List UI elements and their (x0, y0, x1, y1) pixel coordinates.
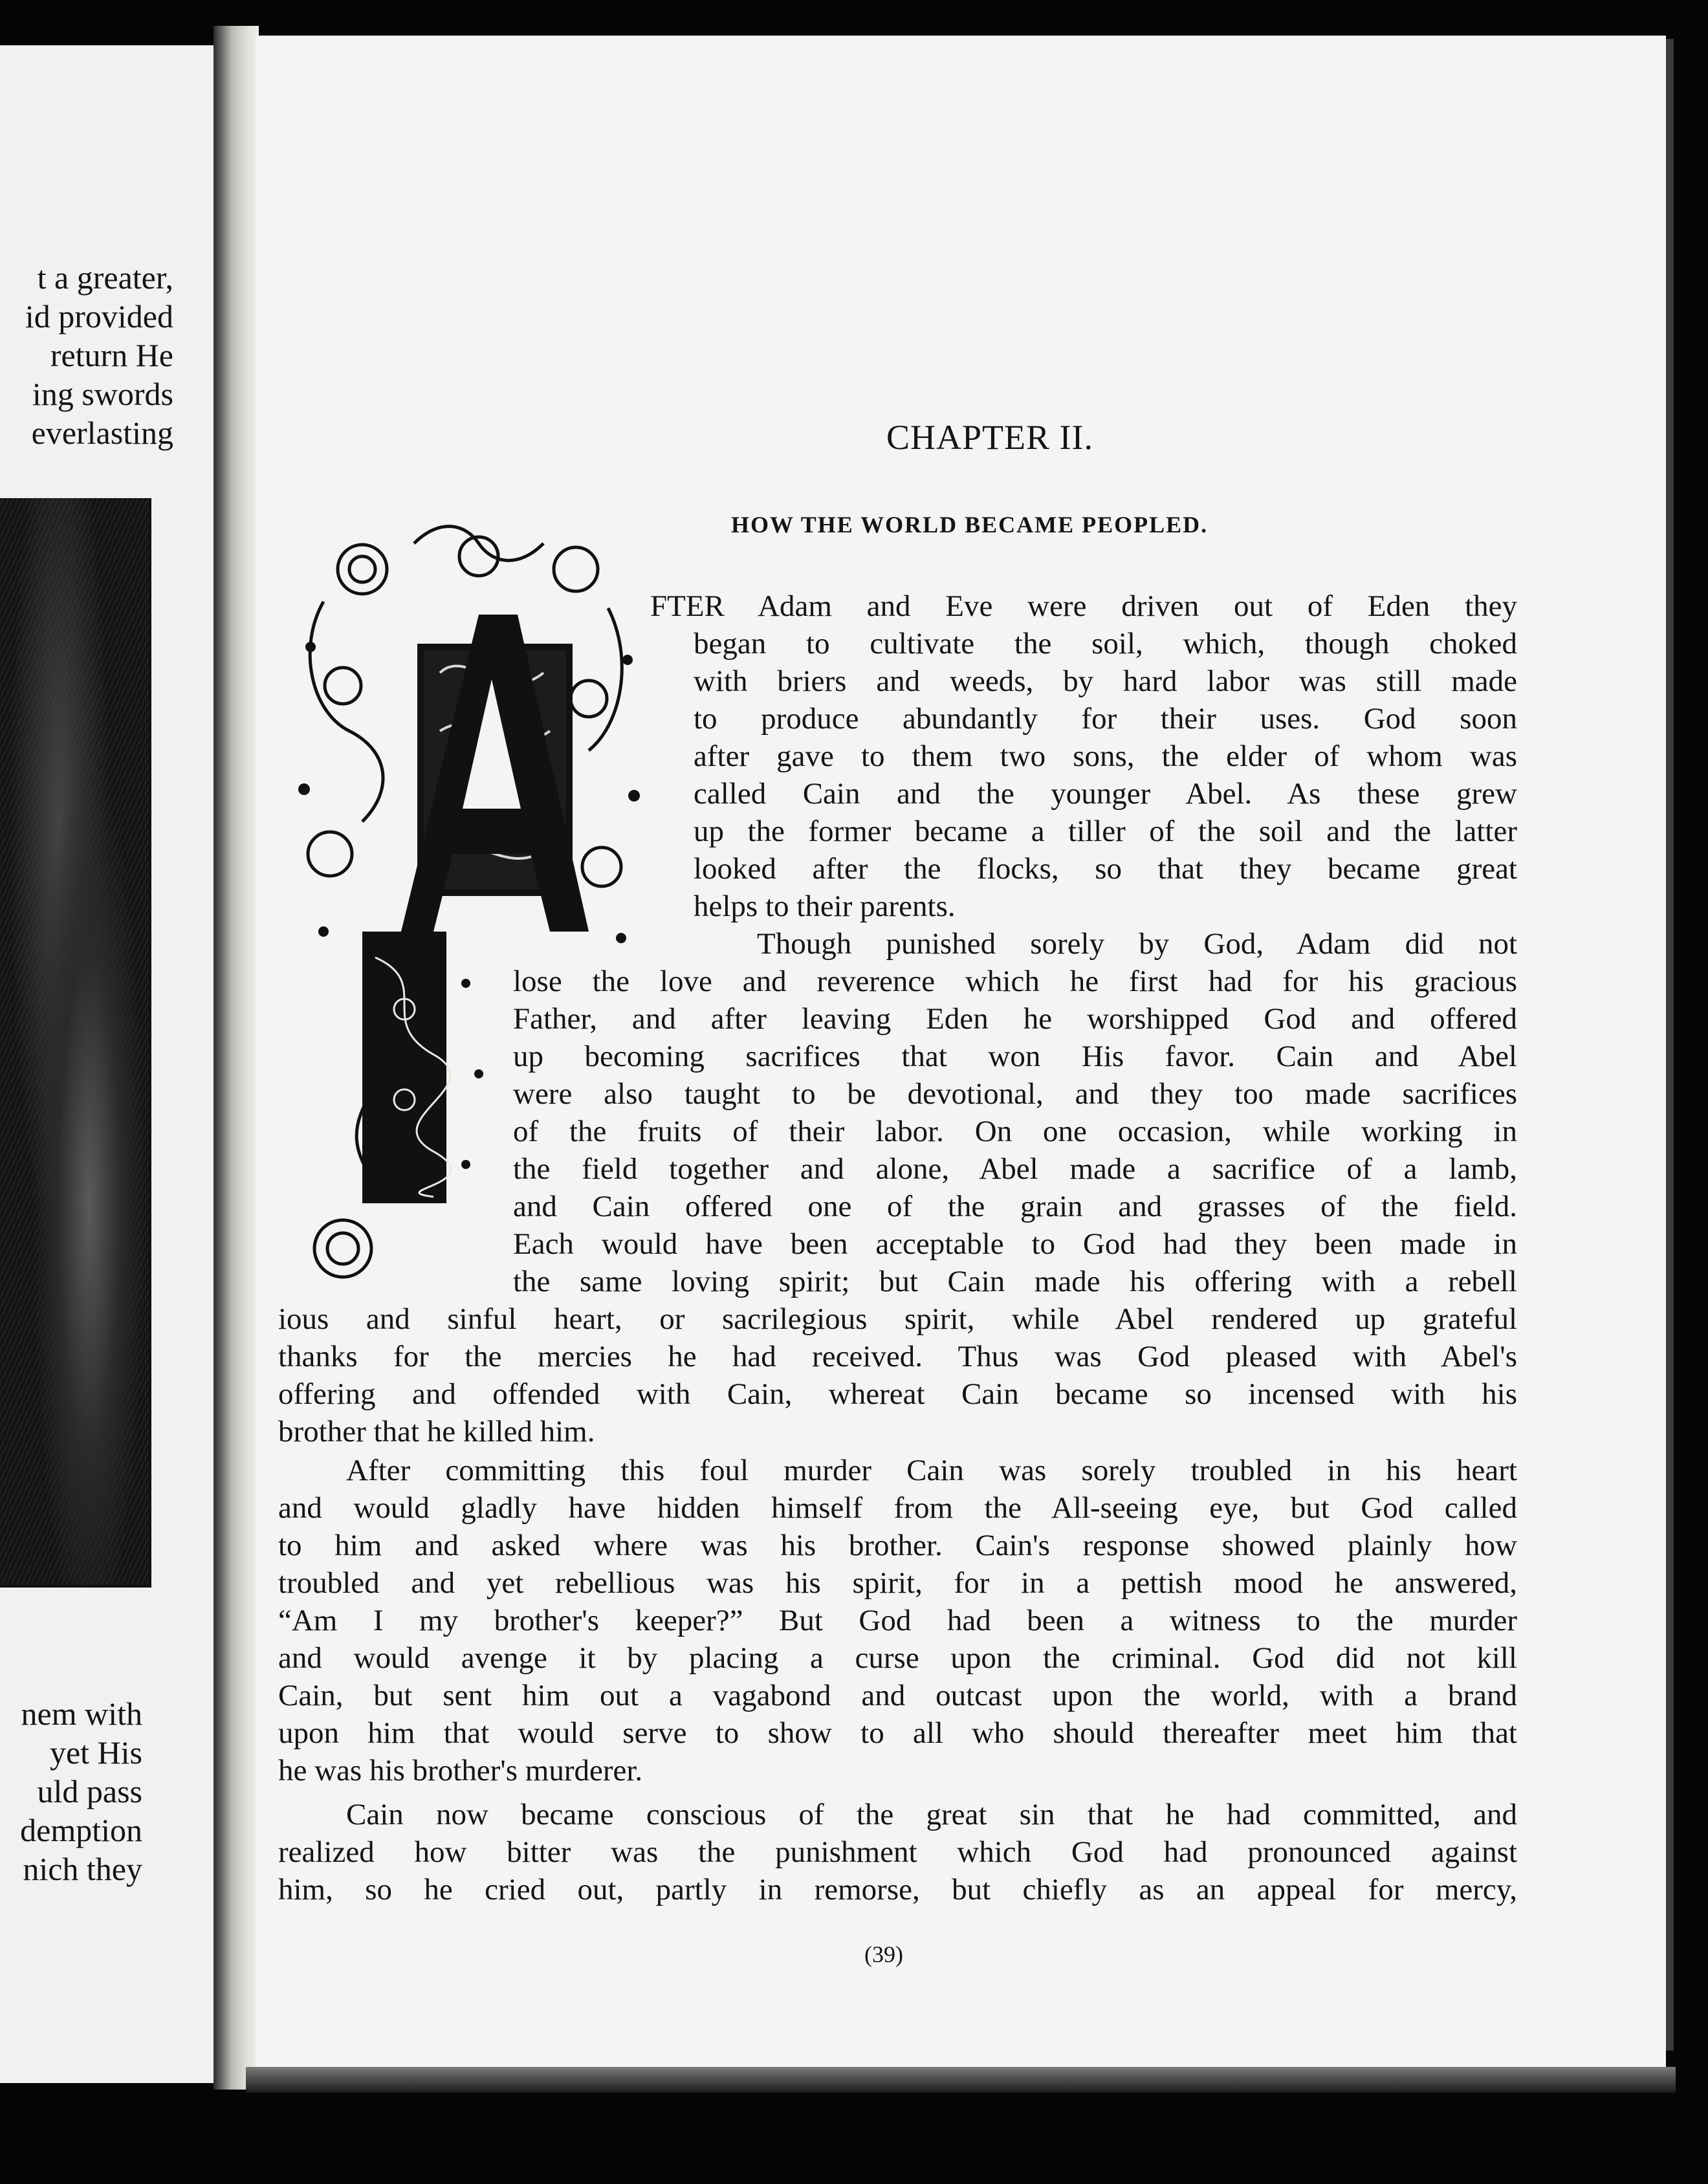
left-text-line: id provided (25, 298, 173, 334)
left-text-line: yet His (49, 1734, 142, 1771)
body-text-line: called Cain and the younger Abel. As these grew (694, 777, 1517, 811)
body-text-line: the same loving spirit; but Cain made his offering with a rebell (513, 1265, 1517, 1298)
body-text-line: Each would have been acceptable to God had they been made in (513, 1227, 1517, 1261)
body-text-line: FTER Adam and Eve were driven out of Eden they (650, 589, 1517, 623)
body-text-line: he was his brother's murderer. (278, 1754, 643, 1787)
body-text-line: thanks for the mercies he had received. Thus was God pleased with Abel's (278, 1340, 1517, 1373)
body-text-line: Father, and after leaving Eden he worshipped God and offered (513, 1002, 1517, 1036)
body-text-line: after gave to them two sons, the elder of whom was (694, 739, 1517, 773)
left-text-line: return He (50, 337, 173, 373)
body-text-line: Cain now became conscious of the great sin that he had committed, and (346, 1798, 1517, 1831)
body-text-line: upon him that would serve to show to all who should thereafter meet him that (278, 1716, 1517, 1750)
body-text-line: of the fruits of their labor. On one occasion, while working in (513, 1115, 1517, 1148)
body-text-line: troubled and yet rebellious was his spirit, for in a pettish mood he answered, (278, 1566, 1517, 1600)
left-page-text-bottom (0, 1682, 142, 1902)
chapter-subtitle: HOW THE WORLD BECAME PEOPLED. (731, 512, 1209, 538)
bottom-shadow (246, 2067, 1676, 2093)
body-text-line: to produce abundantly for their uses. God soon (694, 702, 1517, 736)
left-text-line: nich they (23, 1851, 142, 1887)
body-text-line: Though punished sorely by God, Adam did not (757, 927, 1517, 961)
body-text-line: the field together and alone, Abel made a sacrifice of a lamb, (513, 1152, 1517, 1186)
body-text-line: and would gladly have hidden himself from the All-seeing eye, but God called (278, 1491, 1517, 1525)
body-text-line: helps to their parents. (694, 890, 956, 923)
body-text-line: began to cultivate the soil, which, though choked (694, 627, 1517, 661)
left-text-line: uld pass (37, 1773, 142, 1809)
body-text-line: and would avenge it by placing a curse upon the criminal. God did not kill (278, 1641, 1517, 1675)
body-text-line: to him and asked where was his brother. Cain's response showed plainly how (278, 1529, 1517, 1562)
page-number: (39) (864, 1941, 903, 1967)
body-text-line: lose the love and reverence which he first had for his gracious (513, 965, 1517, 998)
left-text-line: ing swords (32, 376, 173, 412)
body-text-line: offering and offended with Cain, whereat Cain became so incensed with his (278, 1377, 1517, 1411)
body-text-line: up the former became a tiller of the soil and the latter (694, 814, 1517, 848)
left-page-text-top (0, 213, 173, 459)
body-text-line: and Cain offered one of the grain and grasses of the field. (513, 1190, 1517, 1223)
body-text-line: were also taught to be devotional, and they too made sacrifices (513, 1077, 1517, 1111)
body-text-line: up becoming sacrifices that won His favor. Cain and Abel (513, 1040, 1517, 1073)
body-text-line: ious and sinful heart, or sacrilegious spirit, while Abel rendered up grateful (278, 1302, 1517, 1336)
body-text-line: realized how bitter was the punishment which God had pronounced against (278, 1835, 1517, 1869)
body-text-line: him, so he cried out, partly in remorse, but chiefly as an appeal for mercy, (278, 1873, 1517, 1906)
body-text-line: with briers and weeds, by hard labor was still made (694, 664, 1517, 698)
body-text-line: Cain, but sent him out a vagabond and outcast upon the world, with a brand (278, 1679, 1517, 1712)
body-text-line: After committing this foul murder Cain was sorely troubled in his heart (346, 1454, 1517, 1487)
page-edge (1666, 39, 1674, 2051)
chapter-title: CHAPTER II. (886, 418, 1093, 457)
left-text-line: demption (20, 1812, 142, 1848)
left-text-line: t a greater, (37, 259, 173, 296)
body-text-line: “Am I my brother's keeper?” But God had been a witness to the murder (278, 1604, 1517, 1637)
body-text-line: brother that he killed him. (278, 1415, 595, 1448)
body-text-line: looked after the flocks, so that they became great (694, 852, 1517, 886)
left-text-line: nem with (21, 1696, 142, 1732)
book-gutter (214, 26, 259, 2090)
engraving-illustration (0, 498, 151, 1588)
left-text-line: everlasting (31, 415, 173, 451)
